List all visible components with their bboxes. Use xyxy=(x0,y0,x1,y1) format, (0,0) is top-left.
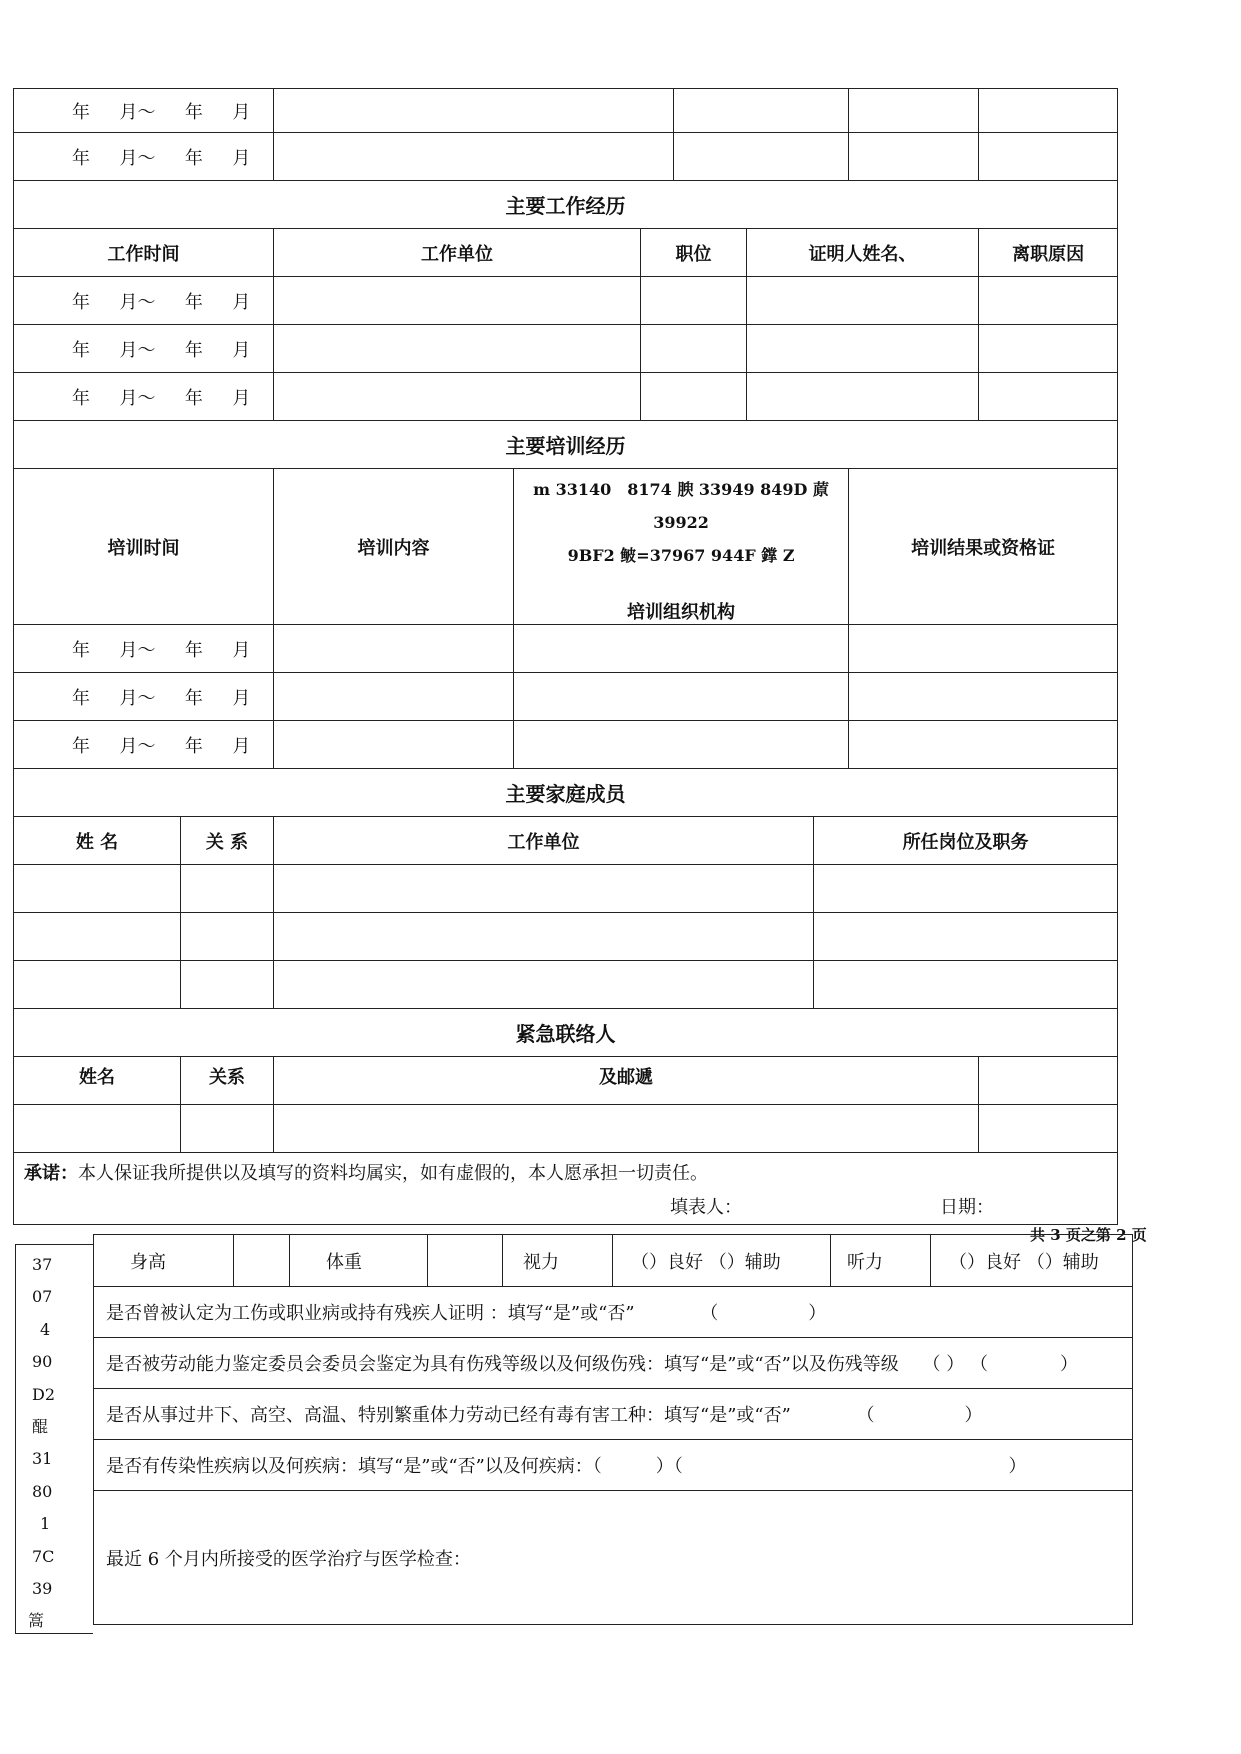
question-row xyxy=(94,1287,1133,1338)
education-row xyxy=(14,89,1118,133)
question-text: 是否有传染性疾病以及何疾病：填写“是”或“否”以及何疾病：（ ）（ xyxy=(106,1456,683,1477)
family-relation-cell[interactable] xyxy=(181,961,274,1009)
page-indicator: 共 3 页之第 2 页 xyxy=(1030,1226,1147,1244)
vision-label: 视力 xyxy=(503,1235,613,1287)
filler-signature-label: 填表人： xyxy=(670,1197,742,1218)
side-number-column xyxy=(15,1244,93,1634)
position-cell[interactable] xyxy=(641,277,747,325)
family-name-cell[interactable] xyxy=(14,865,181,913)
garbled-text: 9BF2 鲏=37967 944F 鐣 Z xyxy=(567,546,795,565)
question-text: 是否被劳动能力鉴定委员会委员会鉴定为具有伤残等级以及何级伤残：填写“是”或“否”以及伤残等级 xyxy=(106,1354,899,1375)
side-number: 31 xyxy=(32,1449,53,1469)
emergency-row xyxy=(14,1105,1118,1153)
work-header-row xyxy=(14,229,1118,277)
infectious-disease-question xyxy=(94,1440,1133,1491)
section-title-family: 主要家庭成员 xyxy=(14,769,1118,817)
section-title-training: 主要培训经历 xyxy=(14,421,1118,469)
header-training-org-label: 培训组织机构 xyxy=(627,602,736,623)
date-range: 年 月～ 年 月 xyxy=(14,133,274,181)
side-number: 39 xyxy=(32,1579,53,1599)
vision-options[interactable]: （）良好 （）辅助 xyxy=(613,1235,831,1287)
header-family-employer: 工作单位 xyxy=(274,817,814,865)
training-content-cell[interactable] xyxy=(274,625,514,673)
section-title-work: 主要工作经历 xyxy=(14,181,1118,229)
date-range: 年 月～ 年 月 xyxy=(14,721,274,769)
header-training-time: 培训时间 xyxy=(14,469,274,625)
training-org-cell[interactable] xyxy=(514,721,849,769)
header-emergency-name: 姓名 xyxy=(14,1057,181,1105)
hearing-options[interactable]: （）良好 （）辅助 xyxy=(931,1235,1133,1287)
side-number: D2 xyxy=(32,1384,56,1404)
work-row xyxy=(14,325,1118,373)
family-relation-cell[interactable] xyxy=(181,913,274,961)
school-cell[interactable] xyxy=(274,89,674,133)
leave-reason-cell[interactable] xyxy=(979,373,1118,421)
question-row xyxy=(94,1338,1133,1389)
training-row xyxy=(14,673,1118,721)
side-number: 4 xyxy=(40,1319,51,1339)
side-number: 07 xyxy=(32,1287,53,1307)
disability-question xyxy=(94,1338,1133,1389)
height-label: 身高 xyxy=(94,1235,234,1287)
position-cell[interactable] xyxy=(641,325,747,373)
reference-cell[interactable] xyxy=(747,325,979,373)
work-row xyxy=(14,373,1118,421)
family-row xyxy=(14,913,1118,961)
section-title-emergency: 紧急联络人 xyxy=(14,1009,1118,1057)
medical-treatment-question[interactable]: 最近 6 个月内所接受的医学治疗与医学检查： xyxy=(94,1491,1133,1625)
family-row xyxy=(14,961,1118,1009)
employer-cell[interactable] xyxy=(274,325,641,373)
side-number: 1 xyxy=(40,1514,51,1534)
certificate-cell[interactable] xyxy=(979,89,1118,133)
side-number: 37 xyxy=(32,1255,53,1274)
certificate-cell[interactable] xyxy=(979,133,1118,181)
header-work-reference: 证明人姓名、 xyxy=(747,229,979,277)
leave-reason-cell[interactable] xyxy=(979,277,1118,325)
question-row xyxy=(94,1440,1133,1491)
header-training-org xyxy=(514,469,849,625)
employer-cell[interactable] xyxy=(274,277,641,325)
training-content-cell[interactable] xyxy=(274,673,514,721)
header-emergency-contact: 及邮遞 xyxy=(274,1057,979,1105)
degree-cell[interactable] xyxy=(849,89,979,133)
question-row xyxy=(94,1389,1133,1440)
family-relation-cell[interactable] xyxy=(181,865,274,913)
garbled-text: m 33140 8174 腴 33949 849D 蒝 39922 xyxy=(533,480,829,532)
hearing-label: 听力 xyxy=(831,1235,931,1287)
training-org-cell[interactable] xyxy=(514,625,849,673)
training-result-cell[interactable] xyxy=(849,721,1118,769)
family-position-cell[interactable] xyxy=(814,865,1118,913)
family-header-row xyxy=(14,817,1118,865)
training-org-cell[interactable] xyxy=(514,673,849,721)
family-employer-cell[interactable] xyxy=(274,961,814,1009)
answer-blank[interactable]: （ ） （ ） xyxy=(922,1354,1078,1375)
weight-label: 体重 xyxy=(290,1235,428,1287)
answer-blank[interactable]: （ ） xyxy=(700,1303,827,1324)
promise-text: 本人保证我所提供以及填写的资料均属实，如有虚假的，本人愿承担一切责任。 xyxy=(78,1163,708,1184)
degree-cell[interactable] xyxy=(849,133,979,181)
header-family-name: 姓 名 xyxy=(14,817,181,865)
physical-row xyxy=(94,1235,1133,1287)
side-number-list xyxy=(28,1249,56,1638)
emergency-relation-cell[interactable] xyxy=(181,1105,274,1153)
application-form-table xyxy=(13,88,1118,1225)
date-range: 年 月～ 年 月 xyxy=(14,673,274,721)
emergency-extra-cell[interactable] xyxy=(979,1105,1118,1153)
health-info-table xyxy=(93,1234,1133,1625)
answer-blank[interactable]: （ ） xyxy=(856,1405,983,1426)
major-cell[interactable] xyxy=(674,133,849,181)
training-content-cell[interactable] xyxy=(274,721,514,769)
weight-value-cell[interactable] xyxy=(428,1235,503,1287)
header-work-position: 职位 xyxy=(641,229,747,277)
answer-blank[interactable]: ） xyxy=(1008,1456,1027,1477)
employer-cell[interactable] xyxy=(274,373,641,421)
header-emergency-relation: 关系 xyxy=(181,1057,274,1105)
training-row xyxy=(14,721,1118,769)
work-row xyxy=(14,277,1118,325)
side-number: 7C xyxy=(32,1546,55,1566)
header-family-relation: 关 系 xyxy=(181,817,274,865)
family-name-cell[interactable] xyxy=(14,961,181,1009)
question-text: 是否曾被认定为工伤或职业病或持有残疾人证明 ：填写“是”或“否” xyxy=(106,1303,635,1324)
training-row xyxy=(14,625,1118,673)
family-name-cell[interactable] xyxy=(14,913,181,961)
emergency-header-row xyxy=(14,1057,1118,1105)
fill-date-label: 日期： xyxy=(940,1197,994,1218)
training-result-cell[interactable] xyxy=(849,673,1118,721)
header-work-employer: 工作单位 xyxy=(274,229,641,277)
family-position-cell[interactable] xyxy=(814,913,1118,961)
date-range: 年 月～ 年 月 xyxy=(14,277,274,325)
emergency-name-cell[interactable] xyxy=(14,1105,181,1153)
question-row xyxy=(94,1491,1133,1625)
question-text: 是否从事过井下、高空、高温、特别繁重体力劳动已经有毒有害工种：填写“是”或“否” xyxy=(106,1405,791,1426)
date-range: 年 月～ 年 月 xyxy=(14,89,274,133)
side-number: 篙 xyxy=(28,1611,45,1631)
hazardous-work-question xyxy=(94,1389,1133,1440)
header-family-position: 所任岗位及职务 xyxy=(814,817,1118,865)
height-value-cell[interactable] xyxy=(234,1235,290,1287)
work-injury-question xyxy=(94,1287,1133,1338)
side-number: 醌 xyxy=(32,1417,49,1437)
leave-reason-cell[interactable] xyxy=(979,325,1118,373)
reference-cell[interactable] xyxy=(747,277,979,325)
header-training-result: 培训结果或资格证 xyxy=(849,469,1118,625)
header-training-content: 培训内容 xyxy=(274,469,514,625)
position-cell[interactable] xyxy=(641,373,747,421)
major-cell[interactable] xyxy=(674,89,849,133)
promise-label: 承诺： xyxy=(24,1163,78,1184)
header-work-leave-reason: 离职原因 xyxy=(979,229,1118,277)
education-row xyxy=(14,133,1118,181)
reference-cell[interactable] xyxy=(747,373,979,421)
training-header-row xyxy=(14,469,1118,625)
family-position-cell[interactable] xyxy=(814,961,1118,1009)
side-number: 80 xyxy=(32,1481,53,1501)
date-range: 年 月～ 年 月 xyxy=(14,625,274,673)
training-result-cell[interactable] xyxy=(849,625,1118,673)
promise-block xyxy=(14,1153,1118,1225)
date-range: 年 月～ 年 月 xyxy=(14,373,274,421)
family-employer-cell[interactable] xyxy=(274,865,814,913)
date-range: 年 月～ 年 月 xyxy=(14,325,274,373)
school-cell[interactable] xyxy=(274,133,674,181)
header-work-time: 工作时间 xyxy=(14,229,274,277)
family-row xyxy=(14,865,1118,913)
side-number: 90 xyxy=(32,1352,53,1372)
family-employer-cell[interactable] xyxy=(274,913,814,961)
emergency-contact-cell[interactable] xyxy=(274,1105,979,1153)
header-emergency-extra xyxy=(979,1057,1118,1105)
